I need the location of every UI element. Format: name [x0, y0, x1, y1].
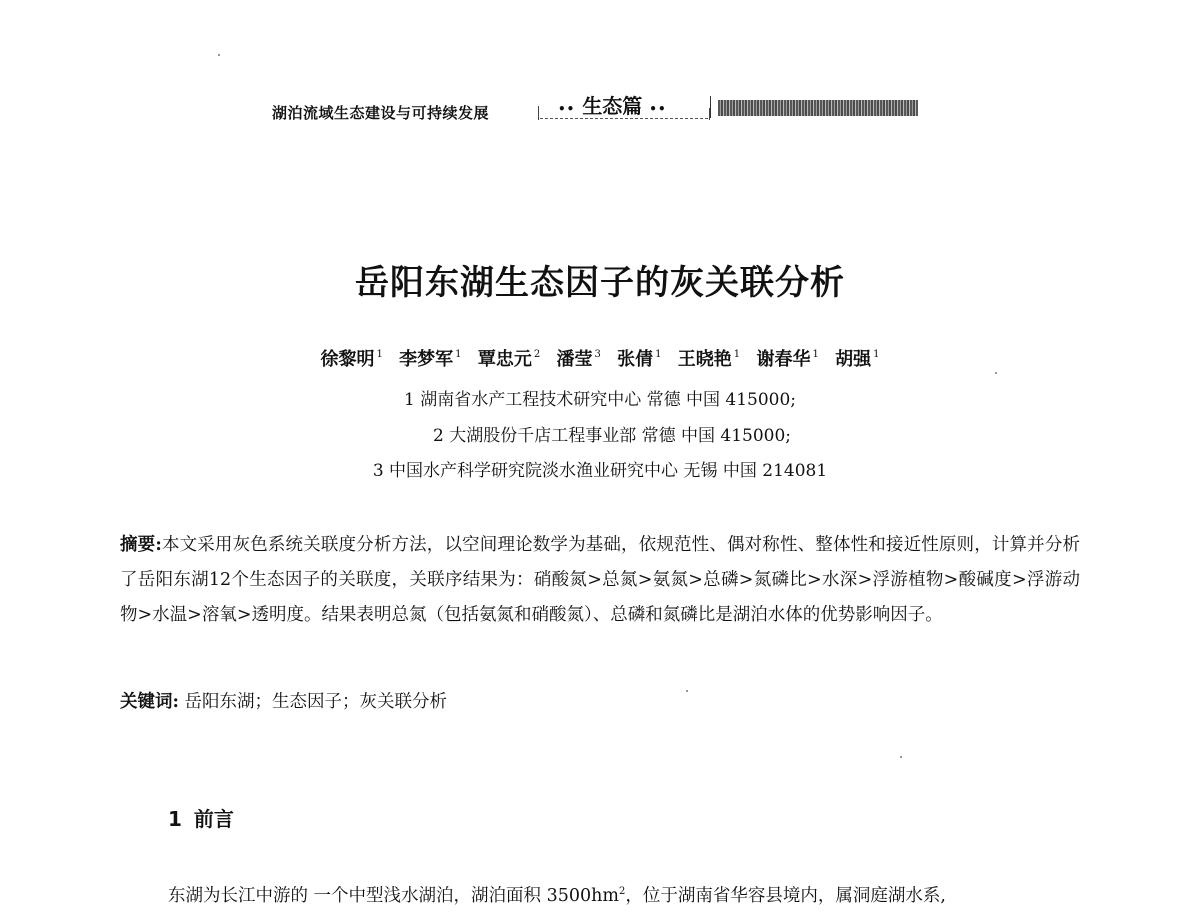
author: 潘莹 $^3$	[556, 349, 601, 370]
author: 徐黎明 $^1$	[320, 349, 383, 370]
running-header-dots-right: ••	[649, 102, 667, 116]
body-text-continued: ，位于湖南省华容县境内，属洞庭湖水系,	[625, 886, 946, 906]
author: 李梦军 $^1$	[399, 349, 462, 370]
author-list	[0, 345, 1200, 371]
author: 谢春华 $^1$	[756, 349, 819, 370]
running-header-series: 湖泊流域生态建设与可持续发展	[272, 104, 490, 122]
running-header-decorative-band	[718, 100, 918, 116]
author: 胡强 $^1$	[835, 349, 880, 370]
section-number: 1	[168, 807, 182, 831]
keywords-label: 关键词:	[120, 692, 179, 712]
scan-speck	[900, 756, 902, 758]
author: 张倩 $^1$	[617, 349, 662, 370]
running-header-band-divider	[710, 96, 711, 118]
affiliation-1: 1 湖南省水产工程技术研究中心 常德 中国 415000;	[403, 390, 797, 410]
abstract	[120, 528, 1080, 633]
section-title: 前言	[193, 807, 234, 831]
scan-speck	[218, 54, 220, 56]
scan-speck	[686, 690, 688, 692]
keywords	[120, 688, 1080, 713]
running-header-dots-left: ••	[558, 102, 576, 116]
section-heading	[168, 803, 234, 832]
body-superscript: 2	[619, 886, 626, 897]
keywords-text: 岳阳东湖；生态因子；灰关联分析	[184, 692, 448, 712]
running-header-section-title: 生态篇	[582, 94, 643, 118]
running-header-section	[558, 90, 667, 119]
body-paragraph	[168, 874, 1078, 914]
abstract-text: 本文采用灰色系统关联度分析方法，以空间理论数学为基础，依规范性、偶对称性、整体性和接近性原则，计算并分析了岳阳东湖12个生态因子的关联度，关联序结果为：硝酸氮>总氮>氨氮>总磷>氮磷比>水深>浮游植物>酸碱度>浮游动物>水温>溶氧>透明度。结果表明总氮（包括氨氮和硝酸氮）、总磷和氮磷比是湖泊水体的优势影响因子。	[120, 535, 1080, 625]
affiliation-2: 2 大湖股份千店工程事业部 常德 中国 415000;	[432, 426, 792, 446]
author: 覃忠元 $^2$	[477, 349, 541, 370]
abstract-label: 摘要:	[120, 535, 162, 555]
running-header	[272, 88, 922, 128]
affiliation-3: 3 中国水产科学研究院淡水渔业研究中心 无锡 中国 214081	[372, 461, 828, 481]
paper-title: 岳阳东湖生态因子的灰关联分析	[355, 263, 845, 303]
body-text: 东湖为长江中游的 一个中型浅水湖泊，湖泊面积 3500hm	[168, 886, 620, 906]
scan-speck	[995, 372, 997, 374]
author: 王晓艳 $^1$	[677, 349, 741, 370]
